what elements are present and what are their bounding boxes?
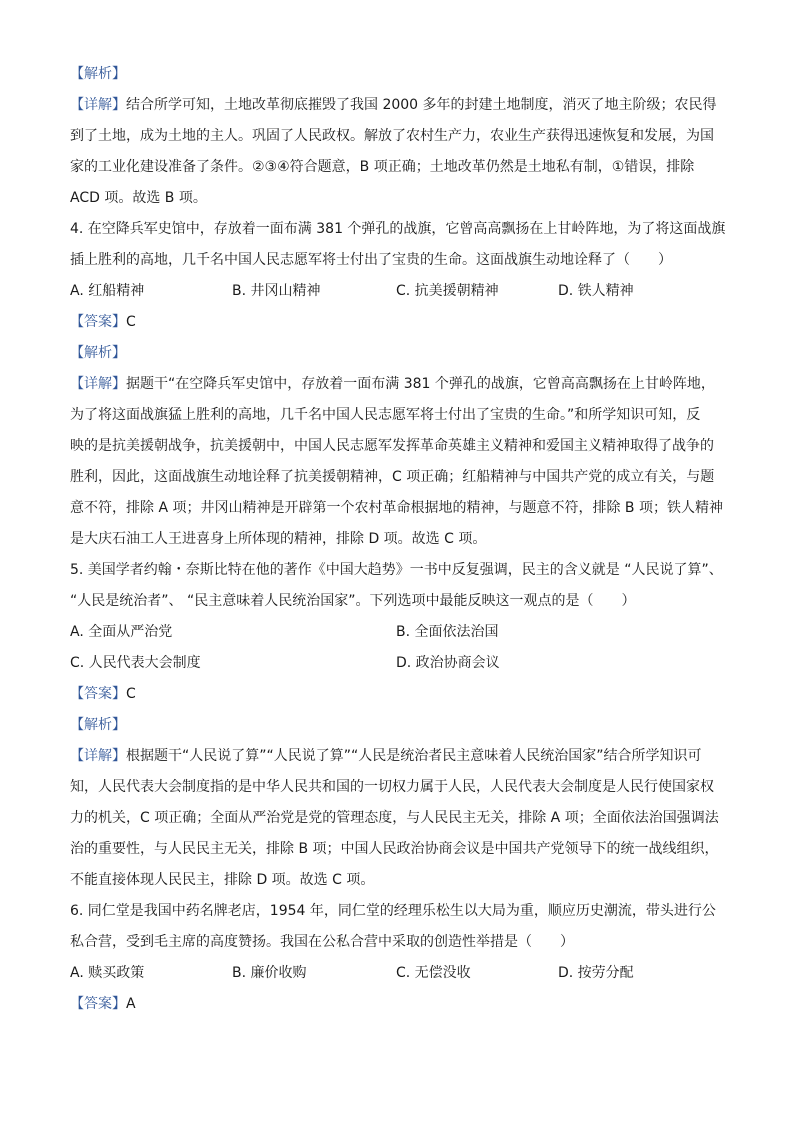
q3-detail	[70, 94, 730, 209]
q4-analysis-label: 【解析】	[70, 345, 126, 361]
q5-detail	[70, 745, 730, 891]
q5-stem-line-2: “人民是统治者”、 “民主意味着人民统治国家”。下列选项中最能反映这一观点的是（ ）	[70, 593, 636, 609]
q5-stem	[70, 559, 730, 612]
q5-answer-value: C	[126, 686, 136, 702]
q4-stem-line-1: 4. 在空降兵军史馆中，存放着一面布满 381 个弹孔的战旗，它曾高高飘扬在上甘岭阵地，为了将这面战旗	[70, 221, 726, 237]
q5-detail-line-4: 治的重要性，与人民民主无关，排除 B 项；中国人民政治协商会议是中国共产党领导下的统一战线组织，	[70, 841, 719, 857]
q5-option-d: D. 政治协商会议	[396, 655, 500, 671]
q5-stem-line-1: 5. 美国学者约翰・奈斯比特在他的著作《中国大趋势》一书中反复强调，民主的含义就是 “人民说了算”、	[70, 562, 723, 578]
q4-answer-value: C	[126, 314, 136, 330]
q5-answer-label: 【答案】	[70, 686, 126, 702]
q3-detail-tag: 【详解】	[70, 97, 126, 113]
q5-detail-line-5: 不能直接体现人民民主，排除 D 项。故选 C 项。	[70, 872, 375, 888]
q4-detail	[70, 373, 730, 550]
q4-answer-label: 【答案】	[70, 314, 126, 330]
document-page	[70, 63, 730, 1024]
q4-options	[70, 280, 730, 302]
q5-option-b: B. 全面依法治国	[396, 624, 499, 640]
q5-detail-line-2: 知，人民代表大会制度指的是中华人民共和国的一切权力属于人民，人民代表大会制度是人民行使国家权	[70, 779, 714, 795]
q3-detail-line-3: 家的工业化建设准备了条件。②③④符合题意，B 项正确；土地改革仍然是土地私有制，①错误，排除	[70, 159, 695, 175]
q3-detail-line-1: 【详解】结合所学可知，土地改革彻底摧毁了我国 2000 多年的封建土地制度，消灭了地主阶级；农民得	[70, 97, 717, 113]
q6-option-d: D. 按劳分配	[558, 965, 634, 981]
q4-detail-line-5: 意不符，排除 A 项；井冈山精神是开辟第一个农村革命根据地的精神，与题意不符，排除 B 项；铁人精神	[70, 500, 723, 516]
q3-detail-line-2: 到了土地，成为土地的主人。巩固了人民政权。解放了农村生产力，农业生产获得迅速恢复和发展，为国	[70, 128, 714, 144]
q5-options-row-2	[70, 652, 730, 674]
q6-stem	[70, 900, 730, 953]
q6-options	[70, 962, 730, 984]
q4-option-a: A. 红船精神	[70, 283, 145, 299]
q4-detail-line-4: 胜利，因此，这面战旗生动地诠释了抗美援朝精神，C 项正确；红船精神与中国共产党的成立有关，与题	[70, 469, 715, 485]
q4-stem	[70, 218, 730, 271]
q4-detail-line-3: 映的是抗美援朝战争，抗美援朝中，中国人民志愿军发挥革命英雄主义精神和爱国主义精神取得了战争的	[70, 438, 714, 454]
q4-option-c: C. 抗美援朝精神	[396, 283, 499, 299]
q6-answer	[70, 993, 730, 1015]
q5-detail-line-3: 力的机关，C 项正确；全面从严治党是党的管理态度，与人民民主无关，排除 A 项；全面依法治国强调法	[70, 810, 719, 826]
q6-option-a: A. 赎买政策	[70, 965, 145, 981]
q5-options-row-1	[70, 621, 730, 643]
q5-option-a: A. 全面从严治党	[70, 624, 173, 640]
q4-detail-line-6: 是大庆石油工人王进喜身上所体现的精神，排除 D 项。故选 C 项。	[70, 531, 487, 547]
q4-answer	[70, 311, 730, 333]
q6-answer-label: 【答案】	[70, 996, 126, 1012]
q3-analysis-label: 【解析】	[70, 66, 126, 82]
q4-detail-line-2: 为了将这面战旗猛上胜利的高地，几千名中国人民志愿军将士付出了宝贵的生命。”和所学知识可知，反	[70, 407, 701, 423]
q5-detail-line-1: 【详解】根据题干“人民说了算”“人民说了算”“人民是统治者民主意味着人民统治国家”结合所学知识可	[70, 748, 702, 764]
q4-option-b: B. 井冈山精神	[232, 283, 321, 299]
q6-stem-line-2: 私合营，受到毛主席的高度赞扬。我国在公私合营中采取的创造性举措是（ ）	[70, 934, 574, 950]
q4-stem-line-2: 插上胜利的高地，几千名中国人民志愿军将士付出了宝贵的生命。这面战旗生动地诠释了（ ）	[70, 252, 672, 268]
q6-option-c: C. 无偿没收	[396, 965, 471, 981]
q6-stem-line-1: 6. 同仁堂是我国中药名牌老店，1954 年，同仁堂的经理乐松生以大局为重，顺应历史潮流，带头进行公	[70, 903, 716, 919]
q4-detail-line-1: 【详解】据题干“在空降兵军史馆中，存放着一面布满 381 个弹孔的战旗，它曾高高飘扬在上甘岭阵地，	[70, 376, 715, 392]
q5-answer	[70, 683, 730, 705]
q5-analysis-label: 【解析】	[70, 717, 126, 733]
q4-option-d: D. 铁人精神	[558, 283, 634, 299]
q5-detail-tag: 【详解】	[70, 748, 126, 764]
q6-answer-value: A	[126, 996, 136, 1012]
q3-detail-line-4: ACD 项。故选 B 项。	[70, 190, 207, 206]
q4-detail-tag: 【详解】	[70, 376, 126, 392]
q6-option-b: B. 廉价收购	[232, 965, 307, 981]
q5-option-c: C. 人民代表大会制度	[70, 655, 201, 671]
